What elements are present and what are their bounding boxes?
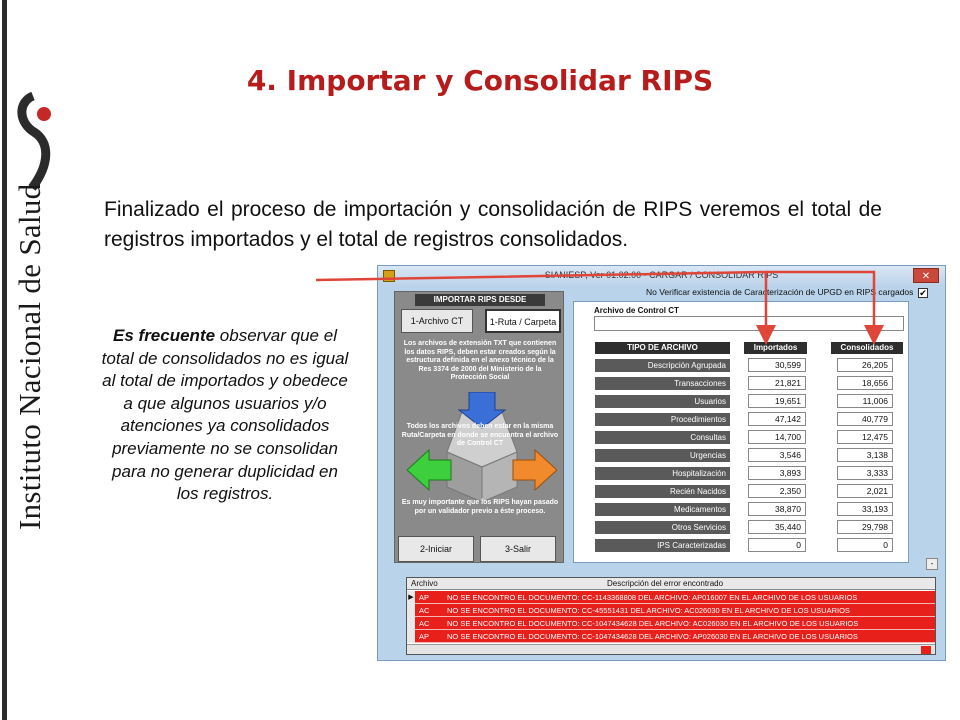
- consolidados-value: 18,656: [837, 376, 893, 390]
- consolidados-value: 33,193: [837, 502, 893, 516]
- row-marker: ▶: [407, 591, 415, 604]
- importados-value: 35,440: [748, 520, 806, 534]
- close-button[interactable]: ✕: [913, 268, 939, 283]
- header-tipo: TIPO DE ARCHIVO: [595, 342, 730, 354]
- tipo-archivo-cell: Usuarios: [595, 395, 730, 408]
- tipo-archivo-cell: Consultas: [595, 431, 730, 444]
- consolidados-value: 2,021: [837, 484, 893, 498]
- importados-value: 2,350: [748, 484, 806, 498]
- ins-logo-icon: [10, 92, 56, 192]
- consolidados-value: 26,205: [837, 358, 893, 372]
- note-body: observar que el total de consolidados no es igual al total de importados y obedece a que algunos usuarios y/o atenciones ya consolidados previamente no se consolidan para no generar duplicidad en los registros.: [101, 326, 349, 504]
- salir-button[interactable]: 3-Salir: [480, 536, 556, 562]
- tipo-archivo-cell: Medicamentos: [595, 503, 730, 516]
- grid-col-archivo: Archivo: [411, 579, 438, 588]
- row-marker: [407, 617, 415, 630]
- error-message: NO SE ENCONTRO EL DOCUMENTO: CC-1143368808 DEL ARCHIVO: AP016007 EN EL ARCHIVO DE LOS USUARIOS: [447, 593, 858, 602]
- brand-text: Instituto Nacional de Salud: [12, 183, 47, 530]
- import-panel: [394, 291, 564, 563]
- pyramid-arrows-graphic: [407, 392, 557, 507]
- error-row[interactable]: [407, 617, 935, 630]
- error-row[interactable]: [407, 604, 935, 617]
- error-code: AC: [419, 619, 430, 628]
- window-title: SIANIESP, Ver 01.02.00 - CARGAR / CONSOLIDAR RIPS: [544, 270, 779, 280]
- importados-value: 19,651: [748, 394, 806, 408]
- consolidados-value: 12,475: [837, 430, 893, 444]
- error-message: NO SE ENCONTRO EL DOCUMENTO: CC-1047434628 DEL ARCHIVO: AP026030 EN EL ARCHIVO DE LOS USUARIOS: [447, 632, 858, 641]
- row-marker: [407, 630, 415, 643]
- header-importados: Importados: [744, 342, 807, 354]
- tipo-archivo-cell: Otros Servicios: [595, 521, 730, 534]
- consolidados-value: 11,006: [837, 394, 893, 408]
- row-marker: [407, 604, 415, 617]
- importados-value: 3,893: [748, 466, 806, 480]
- intro-paragraph: Finalizado el proceso de importación y consolidación de RIPS veremos el total de registros importados y el total de registros consolidados.: [104, 198, 882, 251]
- consolidados-value: 29,798: [837, 520, 893, 534]
- import-header: IMPORTAR RIPS DESDE: [415, 294, 545, 306]
- no-verify-label: No Verificar existencia de Caracterización de UPGD en RIPS cargados: [646, 287, 914, 297]
- consolidados-value: 0: [837, 538, 893, 552]
- tipo-archivo-cell: IPS Caracterizadas: [595, 539, 730, 552]
- consolidados-value: 3,333: [837, 466, 893, 480]
- consolidados-value: 3,138: [837, 448, 893, 462]
- error-grid-header: [407, 578, 935, 590]
- grid-scrollbar[interactable]: [407, 644, 935, 654]
- window-titlebar: [378, 266, 945, 286]
- consolidados-value: 40,779: [837, 412, 893, 426]
- tipo-archivo-cell: Hospitalización: [595, 467, 730, 480]
- importados-value: 38,870: [748, 502, 806, 516]
- control-file-label: Archivo de Control CT: [594, 306, 679, 315]
- tipo-archivo-cell: Descripción Agrupada: [595, 359, 730, 372]
- ruta-carpeta-button[interactable]: 1-Ruta / Carpeta: [485, 309, 561, 333]
- importados-value: 30,599: [748, 358, 806, 372]
- importados-value: 14,700: [748, 430, 806, 444]
- iniciar-button[interactable]: 2-Iniciar: [398, 536, 474, 562]
- grid-col-descripcion: Descripción del error encontrado: [607, 579, 724, 588]
- note-emphasis: Es frecuente: [113, 326, 216, 345]
- slide-title: 4. Importar y Consolidar RIPS: [246, 64, 714, 97]
- error-row[interactable]: [407, 591, 935, 604]
- control-file-input[interactable]: [594, 316, 904, 331]
- tipo-archivo-cell: Procedimientos: [595, 413, 730, 426]
- importados-value: 3,546: [748, 448, 806, 462]
- grid-corner: [921, 646, 931, 654]
- header-consolidados: Consolidados: [831, 342, 903, 354]
- tipo-archivo-cell: Urgencias: [595, 449, 730, 462]
- app-window: [377, 265, 946, 661]
- error-row[interactable]: [407, 630, 935, 643]
- no-verify-checkbox[interactable]: ✔: [919, 288, 927, 298]
- error-grid: [406, 577, 936, 655]
- note-paragraph: [100, 325, 350, 506]
- panel-info-text: Los archivos de extensión TXT que contienen los datos RIPS, deben estar creados según la estructura definida en el anexo técnico de la Res 3374 de 2000 del Ministerio de la Protección Social: [403, 340, 557, 382]
- brand-strip: [0, 0, 60, 720]
- importados-value: 21,821: [748, 376, 806, 390]
- importados-value: 47,142: [748, 412, 806, 426]
- panel-warning-text: Es muy importante que los RIPS hayan pasado por un validador previo a éste proceso.: [401, 499, 559, 515]
- brand-bar: [2, 0, 7, 720]
- error-code: AC: [419, 606, 430, 615]
- error-message: NO SE ENCONTRO EL DOCUMENTO: CC-1047434628 DEL ARCHIVO: AC026030 EN EL ARCHIVO DE LOS USUARIOS: [447, 619, 859, 628]
- error-message: NO SE ENCONTRO EL DOCUMENTO: CC-45551431 DEL ARCHIVO: AC026030 EN EL ARCHIVO DE LOS USUARIOS: [447, 606, 850, 615]
- panel-folder-text: Todos los archivos deben estar en la misma Ruta/Carpeta en donde se encuentra el archivo de Control CT: [401, 423, 559, 448]
- mini-scroll-button[interactable]: -: [926, 558, 938, 570]
- error-code: AP: [419, 632, 430, 641]
- importados-value: 0: [748, 538, 806, 552]
- tipo-archivo-cell: Transacciones: [595, 377, 730, 390]
- archivo-ct-button[interactable]: 1-Archivo CT: [401, 309, 473, 333]
- error-code: AP: [419, 593, 430, 602]
- tipo-archivo-cell: Recién Nacidos: [595, 485, 730, 498]
